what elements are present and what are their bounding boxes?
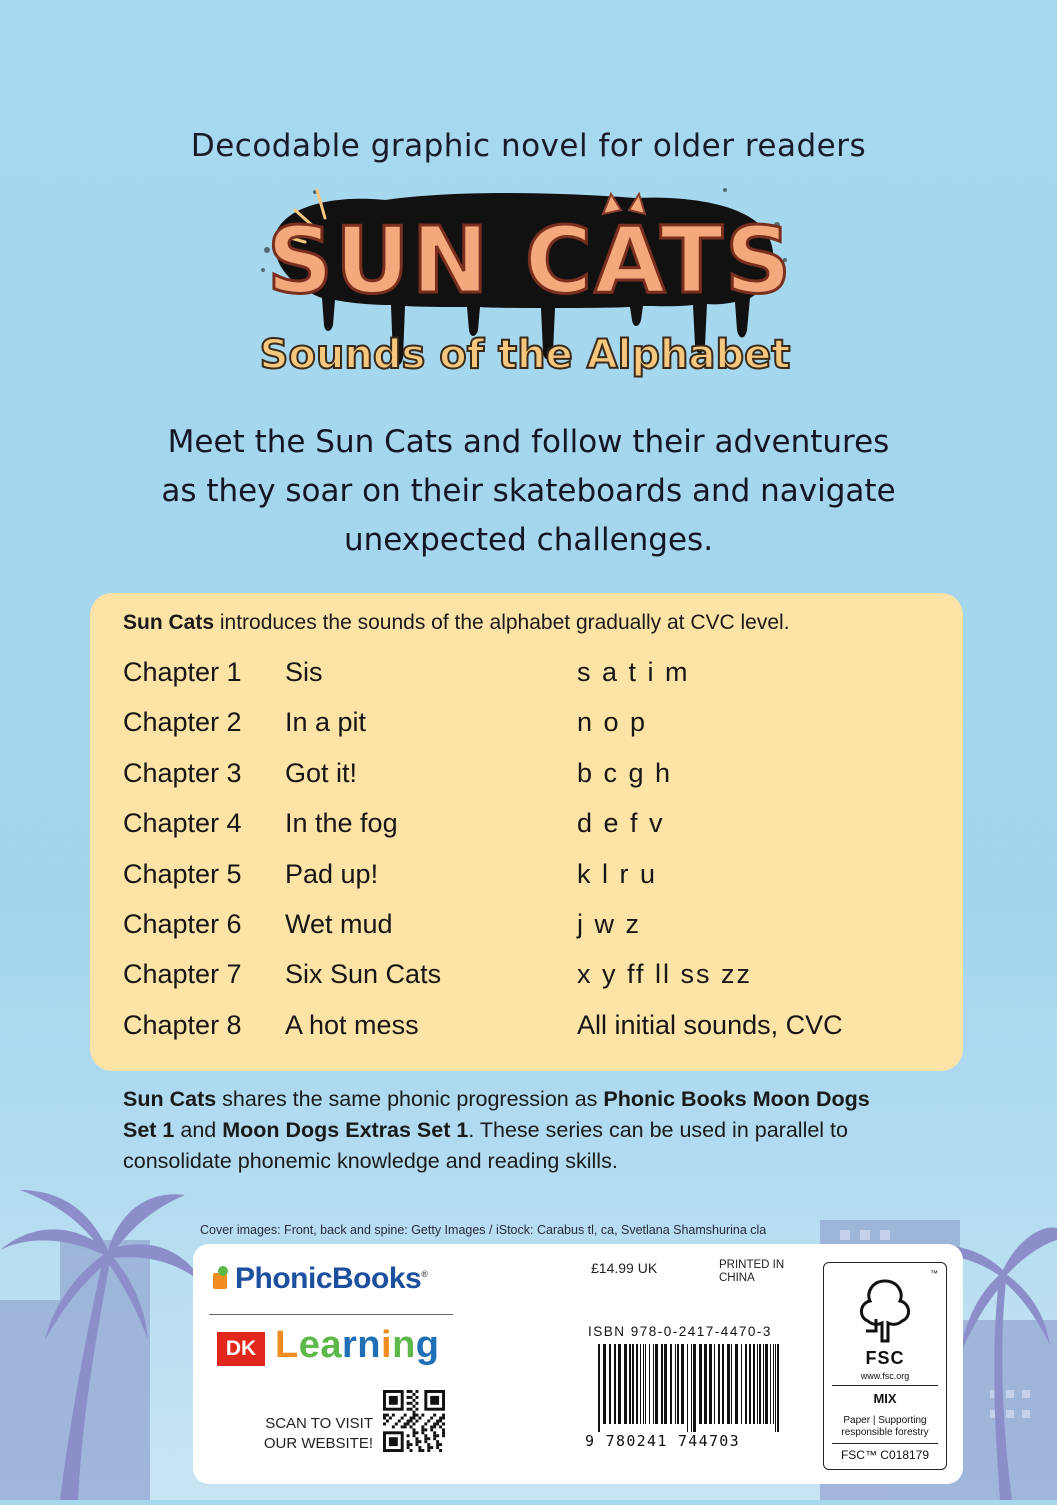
- barcode-bar: [722, 1344, 724, 1424]
- barcode-bar: [603, 1344, 606, 1424]
- chapter-number: Chapter 5: [123, 858, 242, 889]
- qr-module: [407, 1422, 410, 1425]
- chapter-title: Got it!: [285, 757, 358, 788]
- chapter-number: Chapter 2: [123, 707, 242, 738]
- description-line-3: unexpected challenges.: [343, 522, 714, 558]
- barcode-bar: [624, 1344, 627, 1424]
- phonic-books-mark-icon: [211, 1265, 233, 1291]
- qr-module: [439, 1443, 442, 1446]
- qr-module: [427, 1446, 430, 1449]
- qr-module: [401, 1417, 404, 1420]
- progression-note: [123, 1084, 903, 1177]
- qr-module: [386, 1420, 389, 1423]
- chapter-title: Wet mud: [285, 908, 393, 939]
- qr-module: [424, 1437, 427, 1440]
- printed-line-1: PRINTED IN: [719, 1259, 785, 1271]
- fsc-divider: [832, 1385, 938, 1386]
- qr-module: [413, 1399, 416, 1402]
- qr-module: [410, 1396, 413, 1399]
- barcode-bar: [749, 1344, 751, 1424]
- qr-module: [404, 1425, 407, 1428]
- chapter-sounds: All initial sounds, CVC: [577, 1009, 843, 1040]
- qr-module: [413, 1434, 416, 1437]
- qr-module: [436, 1440, 439, 1443]
- fsc-desc-line-2: responsible forestry: [841, 1427, 929, 1438]
- fsc-description: [826, 1415, 944, 1439]
- barcode-bar: [718, 1344, 720, 1424]
- qr-module: [413, 1411, 416, 1414]
- learning-wordmark: [275, 1324, 440, 1367]
- chapter-panel: [90, 593, 963, 1071]
- qr-module: [413, 1431, 416, 1434]
- qr-module: [418, 1440, 421, 1443]
- fsc-license-code: FSC™ C018179: [840, 1448, 930, 1462]
- qr-module: [410, 1449, 413, 1452]
- dk-logo: DK: [217, 1332, 265, 1366]
- qr-module: [389, 1437, 398, 1446]
- scan-line-2: OUR WEBSITE!: [263, 1435, 373, 1452]
- chapter-number: Chapter 6: [123, 908, 242, 939]
- progression-text-1: shares the same phonic progression as: [216, 1087, 604, 1111]
- qr-module: [395, 1422, 398, 1425]
- sun-cats-logo: [255, 180, 795, 390]
- barcode-bar: [636, 1344, 638, 1424]
- qr-module: [433, 1425, 436, 1428]
- description-line-2: as they soar on their skateboards and navigate: [161, 473, 896, 509]
- chapter-title: Six Sun Cats: [285, 959, 442, 990]
- chapter-title: A hot mess: [285, 1009, 419, 1040]
- qr-module: [439, 1425, 442, 1428]
- chapter-sounds: n o p: [577, 707, 648, 738]
- qr-module: [421, 1428, 424, 1431]
- qr-module: [392, 1414, 395, 1417]
- registered-mark: ®: [421, 1269, 428, 1279]
- qr-module: [442, 1428, 445, 1431]
- fsc-trademark: ™: [930, 1269, 938, 1278]
- barcode-bar: [645, 1344, 646, 1424]
- chapter-number: Chapter 4: [123, 808, 242, 839]
- qr-module: [410, 1417, 413, 1420]
- qr-module: [436, 1443, 439, 1446]
- qr-module: [439, 1449, 442, 1452]
- description-line-1: Meet the Sun Cats and follow their adventures: [167, 424, 890, 460]
- qr-module: [415, 1408, 418, 1411]
- qr-module: [410, 1390, 413, 1393]
- qr-module: [442, 1414, 445, 1417]
- barcode-bar: [655, 1344, 658, 1424]
- qr-module: [436, 1420, 439, 1423]
- barcode-bar: [731, 1344, 732, 1424]
- barcode-bar: [675, 1344, 676, 1424]
- chapter-row: [123, 758, 943, 808]
- barcode-bar: [745, 1344, 747, 1424]
- qr-module: [424, 1422, 427, 1425]
- barcode-bar: [614, 1344, 616, 1424]
- barcode-bar: [681, 1344, 684, 1424]
- scan-line-1: SCAN TO VISIT: [265, 1415, 373, 1432]
- qr-module: [418, 1449, 421, 1452]
- barcode-bar: [664, 1344, 667, 1424]
- barcode-bar: [670, 1344, 672, 1424]
- isbn: ISBN 978-0-2417-4470-3: [588, 1324, 772, 1339]
- intro-text: introduces the sounds of the alphabet gradually at CVC level.: [214, 611, 790, 634]
- qr-module: [421, 1425, 424, 1428]
- qr-module: [415, 1420, 418, 1423]
- qr-module: [407, 1390, 410, 1393]
- qr-module: [427, 1437, 430, 1440]
- qr-module: [439, 1417, 442, 1420]
- qr-module: [389, 1396, 398, 1405]
- qr-module: [433, 1422, 436, 1425]
- qr-module: [415, 1402, 418, 1405]
- progression-text-3: . These series can be used in parallel to consolidate phonemic knowledge and reading skills.: [123, 1118, 848, 1173]
- barcode-bar: [699, 1344, 702, 1424]
- qr-module: [404, 1422, 407, 1425]
- fsc-desc-line-1: Paper | Supporting: [843, 1415, 927, 1426]
- qr-module: [407, 1396, 410, 1399]
- chapter-title: Sis: [285, 657, 323, 687]
- qr-module: [421, 1414, 424, 1417]
- chapter-number: Chapter 8: [123, 1009, 242, 1040]
- qr-module: [398, 1420, 401, 1423]
- qr-module: [433, 1434, 436, 1437]
- qr-module: [415, 1414, 418, 1417]
- label-divider: [209, 1314, 453, 1315]
- barcode-bar: [759, 1344, 761, 1424]
- barcode-bar: [691, 1344, 692, 1432]
- barcode-bar: [677, 1344, 679, 1424]
- chapter-number: Chapter 7: [123, 959, 242, 990]
- qr-module: [433, 1437, 436, 1440]
- barcode-bar: [753, 1344, 755, 1424]
- qr-module: [415, 1396, 418, 1399]
- qr-module: [430, 1446, 433, 1449]
- qr-module: [413, 1393, 416, 1396]
- description: [150, 418, 907, 565]
- qr-module: [410, 1420, 413, 1423]
- qr-module: [430, 1425, 433, 1428]
- chapter-sounds: j w z: [577, 908, 641, 939]
- qr-module: [410, 1443, 413, 1446]
- qr-module: [410, 1425, 413, 1428]
- qr-module: [410, 1402, 413, 1405]
- chapter-sounds: x y ff ll ss zz: [577, 959, 753, 990]
- qr-module: [407, 1434, 410, 1437]
- chapter-row: [123, 859, 943, 909]
- qr-module: [407, 1408, 410, 1411]
- chapter-row: [123, 657, 943, 707]
- qr-module: [407, 1440, 410, 1443]
- qr-module: [383, 1422, 386, 1425]
- fsc-tree-icon: [846, 1271, 924, 1349]
- printed-line-2: CHINA: [719, 1272, 755, 1284]
- qr-module: [421, 1449, 424, 1452]
- logo-title: SUN CATS: [266, 207, 794, 314]
- fsc-url: www.fsc.org: [860, 1371, 910, 1381]
- learning-text: Learning: [275, 1324, 440, 1366]
- barcode-bar: [609, 1344, 611, 1424]
- qr-module: [413, 1428, 416, 1431]
- qr-module: [407, 1420, 410, 1423]
- barcode-bar: [653, 1344, 654, 1424]
- progression-moon-dogs: Phonic Books Moon Dogs Set 1: [123, 1087, 870, 1142]
- qr-module: [418, 1417, 421, 1420]
- qr-module: [407, 1443, 410, 1446]
- qr-module: [404, 1414, 407, 1417]
- qr-module: [430, 1428, 433, 1431]
- barcode-bar: [618, 1344, 621, 1424]
- barcode-bar: [727, 1344, 730, 1424]
- isbn-barcode: [598, 1344, 782, 1432]
- scan-prompt: [263, 1414, 373, 1454]
- fsc-title: FSC: [865, 1348, 905, 1368]
- barcode-bar: [643, 1344, 644, 1424]
- barcode-bar: [687, 1344, 688, 1432]
- barcode-bar: [763, 1344, 764, 1424]
- printed-in: [719, 1259, 784, 1285]
- qr-module: [407, 1402, 410, 1405]
- qr-module: [427, 1420, 430, 1423]
- chapter-title: In the fog: [285, 808, 398, 839]
- chapter-number: Chapter 1: [123, 657, 242, 687]
- barcode-bar: [693, 1344, 696, 1432]
- chapter-title: In a pit: [285, 707, 367, 738]
- qr-module: [413, 1417, 416, 1420]
- qr-module: [407, 1446, 410, 1449]
- qr-module: [421, 1431, 424, 1434]
- chapter-row: [123, 707, 943, 757]
- chapter-number: Chapter 3: [123, 757, 242, 788]
- publisher-label: [193, 1244, 963, 1484]
- chapter-sounds: d e f v: [577, 808, 665, 839]
- qr-module: [415, 1443, 418, 1446]
- barcode-bar: [649, 1344, 650, 1424]
- phonic-books-wordmark: PhonicBooks: [235, 1262, 422, 1295]
- qr-module: [418, 1446, 421, 1449]
- qr-module: [386, 1414, 389, 1417]
- qr-module: [433, 1414, 436, 1417]
- qr-module: [415, 1390, 418, 1393]
- fsc-mix: MIX: [873, 1391, 897, 1406]
- qr-module: [383, 1414, 386, 1417]
- qr-module: [442, 1422, 445, 1425]
- qr-module: [430, 1396, 439, 1405]
- qr-module: [442, 1431, 445, 1434]
- qr-module: [401, 1425, 404, 1428]
- chapter-row: [123, 1010, 943, 1060]
- chapter-list: [123, 657, 943, 1060]
- barcode-bar: [773, 1344, 774, 1424]
- progression-series-name: Sun Cats: [123, 1087, 217, 1111]
- logo-subtitle: Sounds of the Alphabet: [259, 332, 791, 378]
- barcode-bar: [757, 1344, 758, 1424]
- barcode-bar: [741, 1344, 742, 1424]
- chapter-row: [123, 909, 943, 959]
- chapter-sounds: k l r u: [577, 858, 658, 889]
- qr-module: [439, 1420, 442, 1423]
- price: £14.99 UK: [591, 1260, 658, 1276]
- qr-module: [415, 1437, 418, 1440]
- qr-module: [430, 1417, 433, 1420]
- qr-module: [413, 1414, 416, 1417]
- qr-module: [389, 1417, 392, 1420]
- qr-module: [415, 1440, 418, 1443]
- barcode-bar: [704, 1344, 707, 1424]
- barcode-bar: [770, 1344, 771, 1424]
- chapter-sounds: b c g h: [577, 757, 673, 788]
- qr-module: [415, 1431, 418, 1434]
- qr-module: [436, 1422, 439, 1425]
- fsc-certification: [823, 1262, 947, 1470]
- barcode-bar: [709, 1344, 712, 1424]
- chapter-row: [123, 808, 943, 858]
- intro-bold: Sun Cats: [123, 611, 215, 634]
- barcode-bar: [775, 1344, 776, 1432]
- qr-module: [392, 1425, 395, 1428]
- qr-module: [424, 1428, 427, 1431]
- fsc-divider: [832, 1443, 938, 1444]
- tagline: Decodable graphic novel for older readers: [190, 128, 867, 164]
- progression-moon-dogs-extras: Moon Dogs Extras Set 1: [222, 1118, 469, 1142]
- barcode-bar: [661, 1344, 663, 1424]
- barcode-bar: [629, 1344, 631, 1424]
- chapter-sounds: s a t i m: [577, 657, 690, 687]
- chapter-title: Pad up!: [285, 858, 379, 889]
- qr-module: [424, 1434, 427, 1437]
- phonic-books-logo: [211, 1262, 427, 1296]
- barcode-bar: [640, 1344, 641, 1424]
- barcode-bar: [632, 1344, 634, 1424]
- qr-module: [436, 1434, 439, 1437]
- progression-text-2: and: [174, 1118, 223, 1142]
- qr-module: [442, 1434, 445, 1437]
- qr-module: [413, 1405, 416, 1408]
- qr-module: [424, 1440, 427, 1443]
- qr-module: [436, 1446, 439, 1449]
- barcode-bar: [598, 1344, 600, 1432]
- qr-module: [383, 1417, 386, 1420]
- qr-module: [410, 1408, 413, 1411]
- qr-module: [433, 1431, 436, 1434]
- barcode-digits: 9 780241 744703: [585, 1432, 740, 1450]
- cover-image-credits: Cover images: Front, back and spine: Getty Images / iStock: Carabus tl, ca, Svetlana Shamshurina cla: [200, 1223, 767, 1237]
- panel-intro: [123, 611, 790, 635]
- qr-module: [413, 1422, 416, 1425]
- qr-module: [442, 1417, 445, 1420]
- barcode-bar: [777, 1344, 779, 1432]
- barcode-bar: [714, 1344, 715, 1424]
- qr-module: [427, 1449, 430, 1452]
- barcode-bar: [765, 1344, 768, 1424]
- qr-code[interactable]: [383, 1390, 445, 1452]
- chapter-row: [123, 959, 943, 1009]
- qr-module: [427, 1443, 430, 1446]
- barcode-bar: [735, 1344, 738, 1424]
